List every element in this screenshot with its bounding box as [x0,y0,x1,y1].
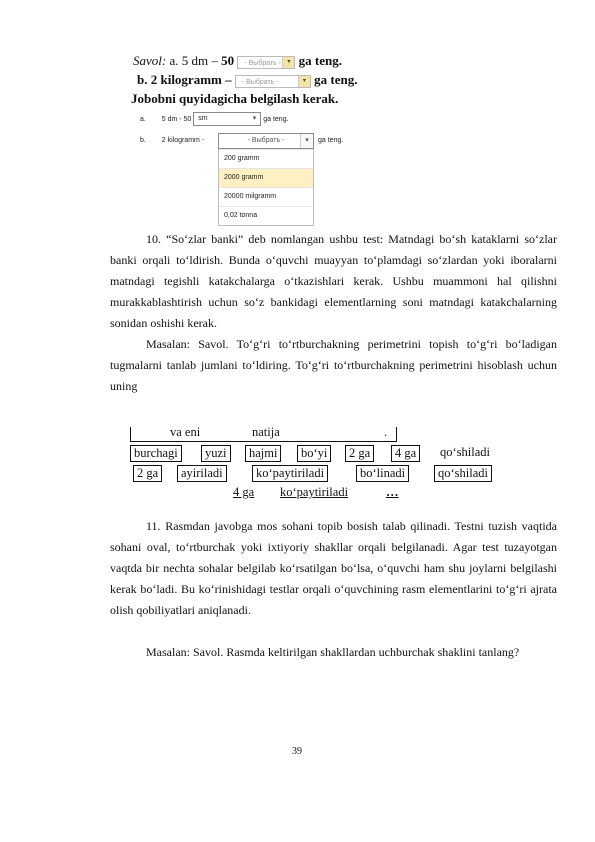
answer-heading: Jobobni quyidagicha belgilash kerak. [131,91,339,106]
word-tile-4-ga[interactable]: 4 ga [233,485,255,499]
dropdown-option-selected[interactable]: 2000 gramm [219,168,313,187]
word-tile-ellipsis[interactable]: … [386,485,399,499]
example-2: Masalan: Savol. Rasmda keltirilgan shakllardan uchburchak shaklini tanlang? [146,645,520,659]
word-tile-2-ga[interactable]: 2 ga [133,465,162,482]
answer-row-a: a. 5 dm - 50 sm ▾ ga teng. [140,112,289,126]
dropdown-option[interactable]: 20000 milgramm [219,187,313,206]
unit-select-a[interactable]: - Выбрать - ▾ [237,56,295,69]
answer-row-b-suffix: ga teng. [318,137,344,144]
puzzle-dot: . [384,425,388,439]
word-tile-qoshiladi[interactable]: qo‘shiladi [440,445,490,459]
answer-dropdown-b[interactable] [218,133,314,226]
chevron-down-icon: ▾ [252,115,257,122]
word-tile-kopaytiriladi[interactable]: ko‘paytiriladi [280,485,349,499]
dropdown-option[interactable]: 0,02 tonna [219,206,313,225]
chevron-down-icon: ▾ [298,76,310,87]
chevron-down-icon: ▾ [300,134,313,148]
puzzle-va-eni: va eni [170,425,201,439]
word-tile-bolinadi[interactable]: bo‘linadi [356,465,409,482]
paragraph-11: 11. Rasmdan javobga mos sohani topib bosish talab qilinadi. Testni tuzish vaqtida sohani oval, to‘rtburchak yoki ixtiyoriy shakllar orqali belgilanadi. Agar test tuzayotgan vaqtda bir nechta sohalar belgilab ko‘rsatilgan bo‘lsa, o‘quvchi ham shu joylarni belgilashi kerak bo‘ladi. Bu ko‘rinishidagi testlar orqali o‘quvchining rasm elementlarini to‘g‘ri ajrata olish qobiliyatlari aniqlanadi. [110,519,557,617]
question-line-b: b. 2 kilogramm – - Выбрать - ▾ ga teng. [137,72,358,87]
savol-label: Savol: [133,53,167,68]
word-tile-qoshiladi[interactable]: qo‘shiladi [434,465,492,482]
chevron-down-icon: ▾ [282,57,294,68]
word-tile-2-ga[interactable]: 2 ga [345,445,374,462]
word-tile-hajmi[interactable]: hajmi [245,445,281,462]
dropdown-option[interactable]: 200 gramm [219,149,313,168]
word-tile-burchagi[interactable]: burchagi [130,445,182,462]
word-tile-yuzi[interactable]: yuzi [201,445,231,462]
paragraph-10: 10. “So‘zlar banki” deb nomlangan ushbu test: Matndagi bo‘sh kataklarni so‘zlar banki orqali to‘ldirish. Bunda o‘quvchi muayyan to‘plamdagi so‘zlardan yoki iboralarni matndagi tegishli katakchalarga o‘tkazishlari kerak. Ushbu muammoni hal qilishni murakkablashtirish uchun so‘z bankidagi elementlarning soni matndagi katakchalarning sonidan oshishi kerak. [110,232,557,330]
dropdown-header[interactable]: - Выбрать - ▾ [218,133,314,149]
example-1: Masalan: Savol. To‘g‘ri to‘rtburchakning perimetrini topish to‘g‘ri bo‘ladigan tugmalarni tanlab jumlani to‘ldiring. To‘g‘ri to‘rtburchakning perimetrini hisoblash uchun uning [110,337,557,393]
answer-select-a[interactable]: sm ▾ [193,112,261,126]
word-tile-4-ga[interactable]: 4 ga [391,445,420,462]
word-tile-kopaytiriladi[interactable]: ko‘paytiriladi [252,465,328,482]
word-tile-ayiriladi[interactable]: ayiriladi [177,465,227,482]
dropdown-options [218,149,314,226]
word-tile-boyi[interactable]: bo‘yi [297,445,331,462]
answer-row-b-label: b. 2 kilogramm - [140,137,205,144]
page-number: 39 [292,746,302,757]
unit-select-b[interactable]: - Выбрать - ▾ [235,75,311,88]
puzzle-natija: natija [252,425,280,439]
question-line-a: Savol: a. 5 dm – 50 - Выбрать - ▾ ga teng. [133,53,342,68]
